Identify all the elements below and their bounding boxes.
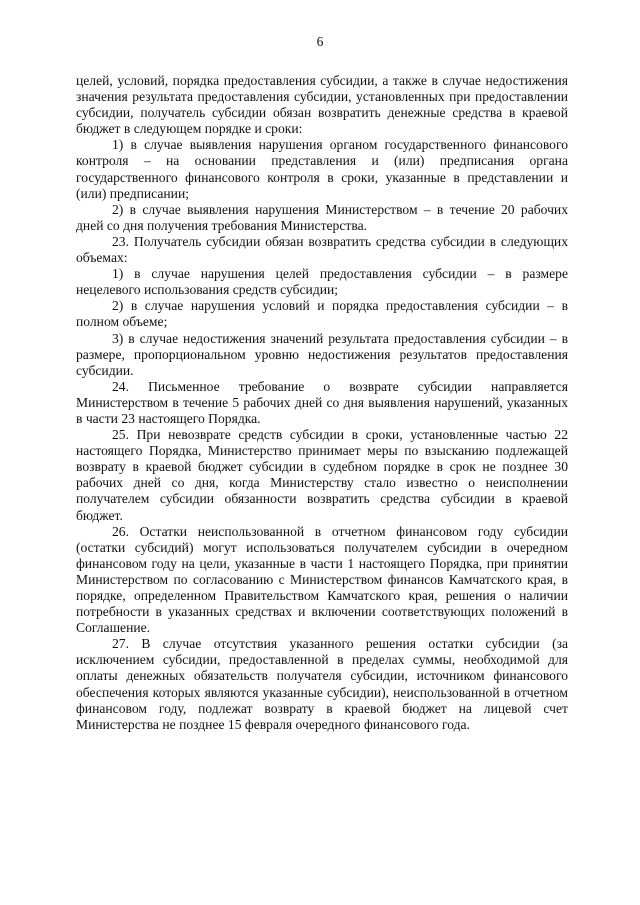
document-body <box>76 73 568 733</box>
paragraph-26: 26. Остатки неиспользованной в отчетном финансовом году субсидии (остатки субсидий) могут использоваться получателем субсидии в очередном финансовом году на цели, указанные в части 1 настоящего Порядка, при принятии Министерством по согласованию с Министерством финансов Камчатского края, в порядке, определенном Правительством Камчатского края, решения о наличии потребности в указанных средствах и включении соответствующих положений в Соглашение. <box>76 523 568 636</box>
paragraph-item-2-ministry: 2) в случае выявления нарушения Министерством – в течение 20 рабочих дней со дня получения требования Министерства. <box>76 201 568 233</box>
paragraph-25: 25. При невозврате средств субсидии в сроки, установленные частью 22 настоящего Порядка, Министерство принимает меры по взысканию подлежащей возврату в краевой бюджет субсидии в судебном порядке в срок не позднее 30 рабочих дней со дня, когда Министерству стало известно о неисполнении получателем субсидии обязанности возвратить средства субсидии в краевой бюджет. <box>76 427 568 523</box>
paragraph-23-item-2: 2) в случае нарушения условий и порядка предоставления субсидии – в полном объеме; <box>76 298 568 330</box>
paragraph-continuation: целей, условий, порядка предоставления субсидии, а также в случае недостижения значения результата предоставления субсидии, установленных при предоставлении субсидии, получатель субсидии обязан возвратить денежные средства в краевой бюджет в следующем порядке и сроки: <box>76 73 568 137</box>
paragraph-23: 23. Получатель субсидии обязан возвратить средства субсидии в следующих объемах: <box>76 233 568 266</box>
paragraph-23-item-1: 1) в случае нарушения целей предоставления субсидии – в размере нецелевого использования средств субсидии; <box>76 266 568 298</box>
page-number: 6 <box>316 34 324 49</box>
paragraph-item-1-financial-control: 1) в случае выявления нарушения органом государственного финансового контроля – на основании представления и (или) предписания органа государственного финансового контроля в сроки, указанные в представлении и (или) предписании; <box>76 137 568 201</box>
paragraph-24: 24. Письменное требование о возврате субсидии направляется Министерством в течение 5 рабочих дней со дня выявления нарушений, указанных в части 23 настоящего Порядка. <box>76 378 568 426</box>
paragraph-23-item-3: 3) в случае недостижения значений результата предоставления субсидии – в размере, пропорциональном уровню недостижения результатов предоставления субсидии. <box>76 330 568 378</box>
paragraph-27: 27. В случае отсутствия указанного решения остатки субсидии (за исключением субсидии, предоставленной в пределах суммы, необходимой для оплаты денежных обязательств получателя субсидии, источником финансового обеспечения которых являются указанные субсидии), неиспользованной в отчетном финансовом году, подлежат возврату в краевой бюджет на лицевой счет Министерства не позднее 15 февраля очередного финансового года. <box>76 636 568 732</box>
